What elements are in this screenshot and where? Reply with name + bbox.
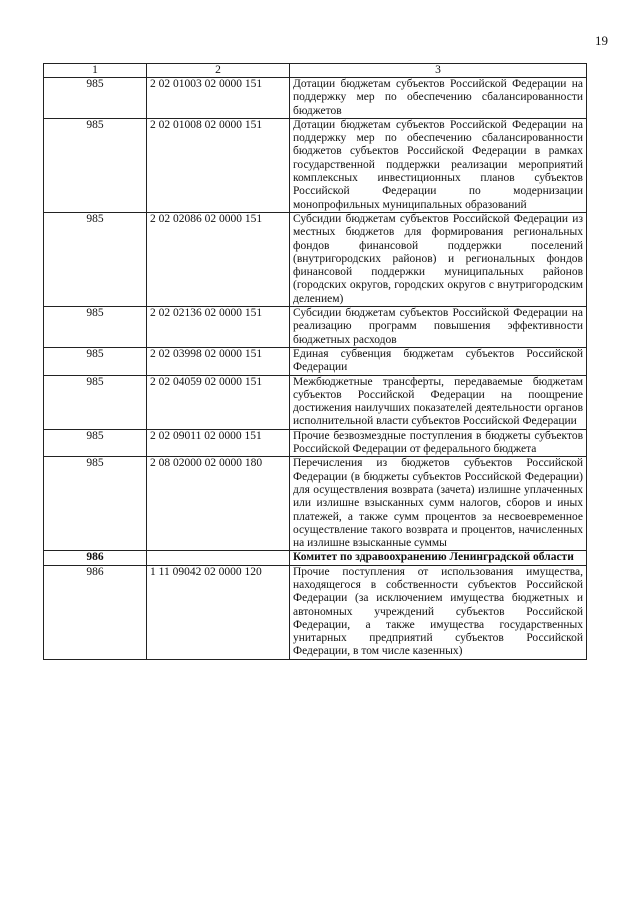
- revenue-code: 2 02 02086 02 0000 151: [147, 212, 290, 306]
- table-section-row: [44, 551, 587, 565]
- administrator-code: 985: [44, 429, 147, 457]
- administrator-code: 985: [44, 212, 147, 306]
- revenue-code: 2 08 02000 02 0000 180: [147, 457, 290, 551]
- revenue-code: 2 02 09011 02 0000 151: [147, 429, 290, 457]
- revenue-description: Прочие поступления от использования имущества, находящегося в собственности субъектов Российской Федерации (за исключением имущества бюджетных и автономных учреждений субъектов Российской Федерации, а также имущества государственных унитарных предприятий субъектов Российской Федерации, в том числе казенных): [290, 565, 587, 659]
- revenue-code: 2 02 01008 02 0000 151: [147, 118, 290, 212]
- table-row: [44, 307, 587, 348]
- revenue-description: Прочие безвозмездные поступления в бюджеты субъектов Российской Федерации от федерального бюджета: [290, 429, 587, 457]
- administrator-code: 986: [44, 551, 147, 565]
- administrator-code: 985: [44, 118, 147, 212]
- budget-classification-table: [43, 63, 587, 660]
- revenue-code: 2 02 03998 02 0000 151: [147, 347, 290, 375]
- table-row: [44, 429, 587, 457]
- revenue-description: Дотации бюджетам субъектов Российской Федерации на поддержку мер по обеспечению сбалансированности бюджетов: [290, 78, 587, 119]
- revenue-code: 2 02 04059 02 0000 151: [147, 375, 290, 429]
- revenue-description: Перечисления из бюджетов субъектов Российской Федерации (в бюджеты субъектов Российской Федерации) для осуществления возврата (зачета) излишне уплаченных или излишне взысканных сумм налогов, сборов и иных платежей, а также сумм процентов за несвоевременное осуществление такого возврата и процентов, начисленных на излишне взысканные суммы: [290, 457, 587, 551]
- table-row: [44, 565, 587, 659]
- revenue-description: Единая субвенция бюджетам субъектов Российской Федерации: [290, 347, 587, 375]
- table-row: [44, 347, 587, 375]
- column-header-2: 2: [147, 64, 290, 78]
- revenue-code: [147, 551, 290, 565]
- administrator-code: 986: [44, 565, 147, 659]
- column-header-3: 3: [290, 64, 587, 78]
- administrator-name: Комитет по здравоохранению Ленинградской области: [290, 551, 587, 565]
- table-row: [44, 457, 587, 551]
- revenue-description: Дотации бюджетам субъектов Российской Федерации на поддержку мер по обеспечению сбалансированности бюджетов субъектов Российской Федерации в рамках государственной поддержки реализации мероприятий комплексных инвестиционных планов субъектов Российской Федерации по модернизации монопрофильных муниципальных образований: [290, 118, 587, 212]
- table-row: [44, 375, 587, 429]
- page-number: 19: [595, 33, 608, 48]
- revenue-description: Субсидии бюджетам субъектов Российской Федерации из местных бюджетов для формирования региональных фондов финансовой поддержки поселений (внутригородских районов) и региональных фондов финансовой поддержки муниципальных районов (городских округов, городских округов с внутригородским делением): [290, 212, 587, 306]
- table-row: [44, 212, 587, 306]
- administrator-code: 985: [44, 457, 147, 551]
- table-row: [44, 78, 587, 119]
- revenue-description: Межбюджетные трансферты, передаваемые бюджетам субъектов Российской Федерации на поощрение достижения наилучших показателей деятельности органов исполнительной власти субъектов Российской Федерации: [290, 375, 587, 429]
- table-row: [44, 118, 587, 212]
- administrator-code: 985: [44, 307, 147, 348]
- revenue-code: 2 02 01003 02 0000 151: [147, 78, 290, 119]
- column-header-1: 1: [44, 64, 147, 78]
- revenue-code: 1 11 09042 02 0000 120: [147, 565, 290, 659]
- administrator-code: 985: [44, 347, 147, 375]
- revenue-code: 2 02 02136 02 0000 151: [147, 307, 290, 348]
- revenue-description: Субсидии бюджетам субъектов Российской Федерации на реализацию программ повышения эффективности бюджетных расходов: [290, 307, 587, 348]
- administrator-code: 985: [44, 78, 147, 119]
- administrator-code: 985: [44, 375, 147, 429]
- table-header-row: [44, 64, 587, 78]
